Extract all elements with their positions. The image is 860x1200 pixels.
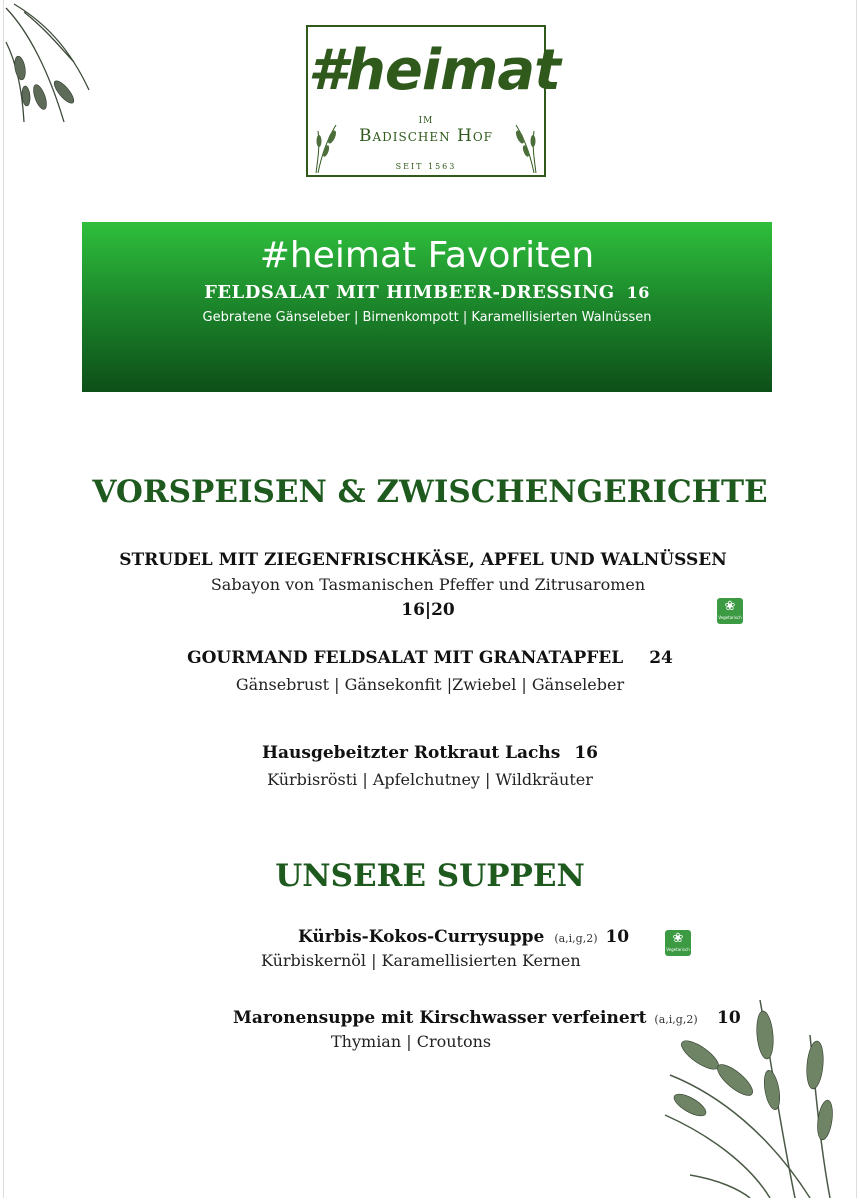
dish-description: Kürbisrösti | Apfelchutney | Wildkräuter <box>267 770 593 789</box>
dish-name <box>298 927 629 947</box>
dish-description: Gänsebrust | Gänsekonfit |Zwiebel | Gänseleber <box>235 675 625 694</box>
section-title-suppen: UNSERE SUPPEN <box>275 858 585 894</box>
logo-im: IM <box>418 116 434 126</box>
dish-name-text: GOURMAND FELDSALAT MIT GRANATAPFEL <box>187 648 624 668</box>
wheat-decoration-top-left-icon <box>4 2 94 127</box>
dish-name <box>0 648 860 668</box>
leaf-icon: ❀ <box>672 931 684 946</box>
banner-title: #heimat Favoriten <box>259 235 595 276</box>
section-title-vorspeisen: VORSPEISEN & ZWISCHENGERICHTE <box>92 474 768 510</box>
dish-name-text: Kürbis-Kokos-Currysuppe <box>298 927 545 947</box>
wheat-decoration-bottom-right-icon <box>660 995 856 1198</box>
dish-price: 24 <box>649 648 673 668</box>
dish-description: Sabayon von Tasmanischen Pfeffer und Zitrusaromen <box>210 575 646 594</box>
dish-name-text: Hausgebeitzter Rotkraut Lachs <box>261 743 561 763</box>
allergen-note: (a,i,g,2) <box>654 1013 698 1026</box>
vegetarian-leaf-icon <box>717 598 743 624</box>
vegetarian-leaf-icon <box>665 930 691 956</box>
logo-script: #heimat <box>308 38 560 103</box>
logo-wheat-left-icon <box>314 123 344 173</box>
dish-price: 10 <box>605 927 630 947</box>
banner-dish-description: Gebratene Gänseleber | Birnenkompott | Karamellisierten Walnüssen <box>202 310 652 325</box>
banner-dish-price: 16 <box>626 283 650 302</box>
logo-name: Badischen Hof <box>358 126 494 146</box>
dish-price: 10 <box>717 1008 741 1028</box>
banner-dish-name: FELDSALAT MIT HIMBEER-DRESSING <box>204 282 615 303</box>
logo-since: SEIT 1563 <box>395 162 457 171</box>
favorites-banner <box>82 222 772 392</box>
restaurant-logo <box>306 25 560 177</box>
dish-price: 16|20 <box>401 600 455 620</box>
leaf-icon: ❀ <box>724 599 736 614</box>
allergen-note: (a,i,g,2) <box>554 932 598 945</box>
dish-description: Thymian | Croutons <box>331 1032 492 1051</box>
dish-description: Kürbiskernöl | Karamellisierten Kernen <box>261 951 581 970</box>
dish-price: 16 <box>574 743 599 763</box>
veg-label: Vegetarisch <box>718 615 742 620</box>
dish-name <box>233 1008 698 1028</box>
logo-wheat-right-icon <box>508 123 538 173</box>
veg-label: Vegetarisch <box>666 947 690 952</box>
dish-name: STRUDEL MIT ZIEGENFRISCHKÄSE, APFEL UND WALNÜSSEN <box>119 550 727 570</box>
dish-name <box>0 743 860 763</box>
banner-dish <box>82 282 772 303</box>
dish-name-text: Maronensuppe mit Kirschwasser verfeinert <box>233 1008 647 1028</box>
